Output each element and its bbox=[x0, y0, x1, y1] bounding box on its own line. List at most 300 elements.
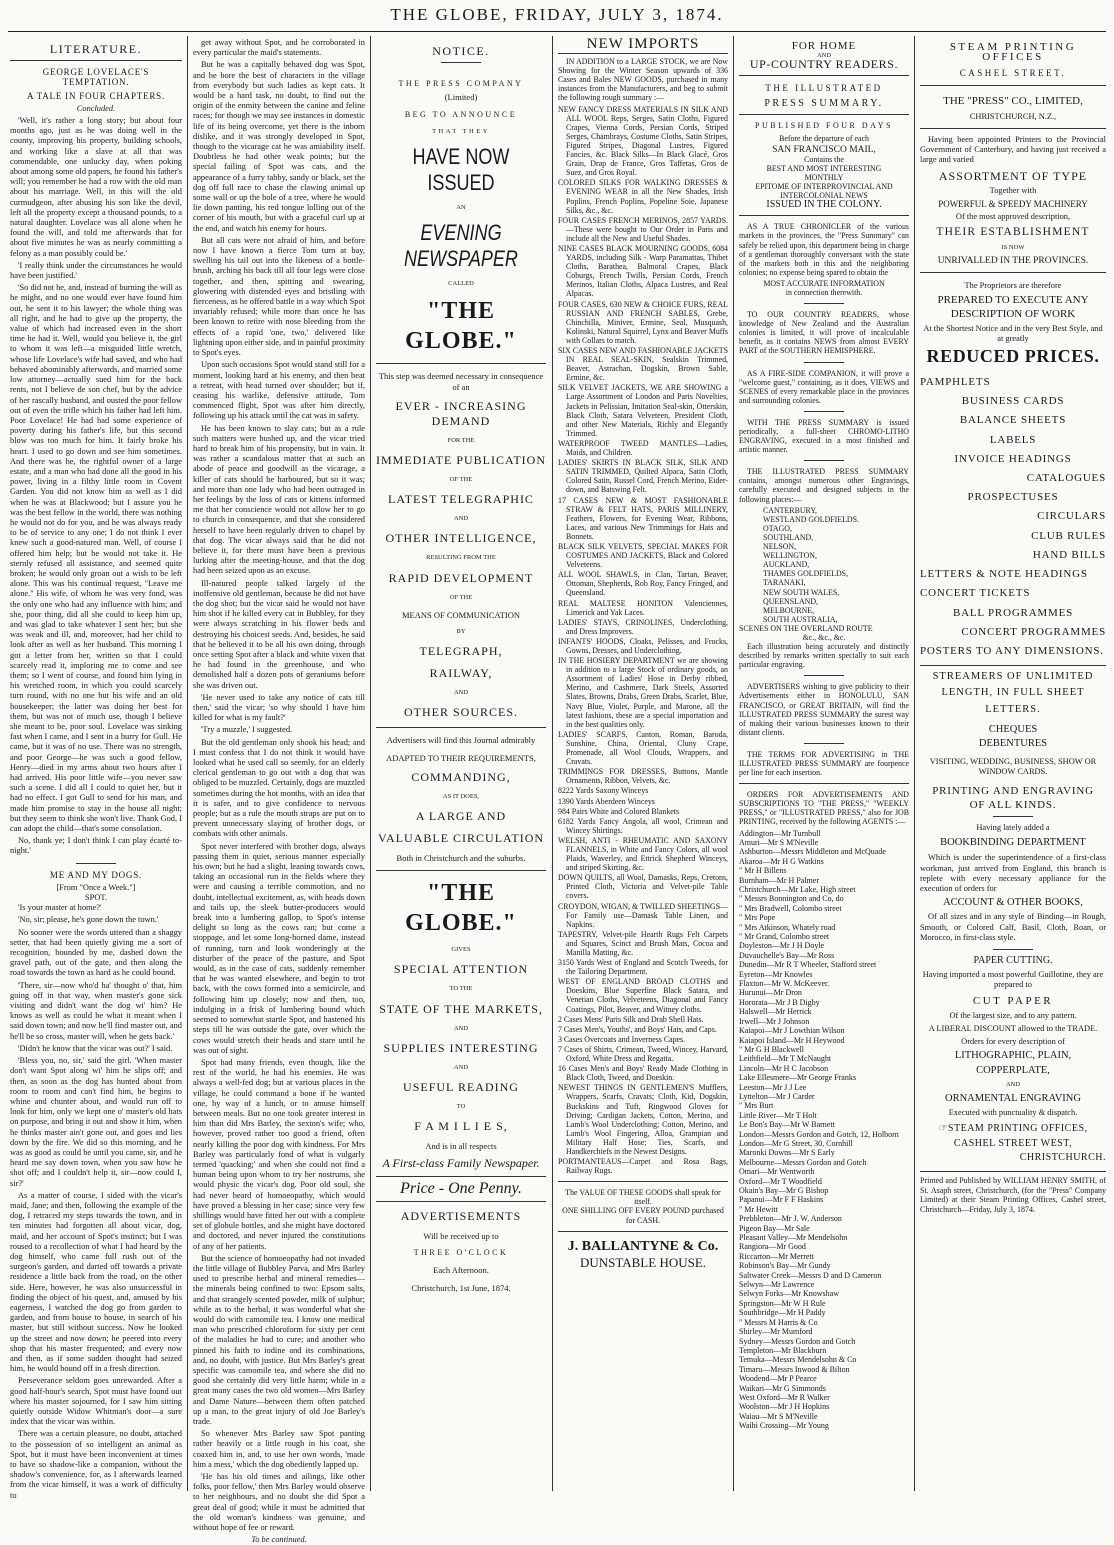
work-item: POSTERS TO ANY DIMENSIONS. bbox=[920, 644, 1104, 657]
agent-item: Little River—Mr T Holt bbox=[739, 1110, 817, 1120]
agent-item: Prebbleton—Mr J. W. Anderson bbox=[739, 1214, 842, 1224]
agent-item: Woodend—Mr P Pearce bbox=[739, 1374, 817, 1384]
import-item: IN THE HOSIERY DEPARTMENT we are showing in addition to a large Stock of ordinary goods, an Assortment of Ladies' Hose in Derby ribbed, Merino, and Cashmere, Dark Steels, Assorted Slates, Browns, Drabs, Green Drabs, Scarlet, Blue, Navy Blue, Violet, Purple, and Marone, all the latest fashions, these are a special importation and in the best qualities only. bbox=[558, 656, 728, 729]
orders-for: Orders for every description of bbox=[961, 1037, 1065, 1047]
press-company-limited: THE "PRESS" CO., LIMITED, bbox=[943, 94, 1083, 107]
reduced-prices: REDUCED PRICES. bbox=[926, 346, 1100, 367]
and: AND bbox=[1005, 1080, 1021, 1088]
place-item: AUCKLAND, bbox=[763, 560, 810, 570]
paragraph: No sooner were the words uttered than a shaggy setter, that had been quietly giving me a sort of recognition, bounded by me, dashed down the gravel path, out of the gate, and then along the road towards the town as hard as he could bound. bbox=[10, 927, 182, 978]
is-now: IS NOW bbox=[1001, 243, 1025, 251]
paragraph: So whenever Mrs Barley saw Spot panting rather heavily or a little rough in his coat, she coaxed him in, and, to use her own words, 'made him a mess,' which the dog obediently lapped up. bbox=[193, 1429, 365, 1469]
agent-item: Leeston—Mr J J Lee bbox=[739, 1082, 807, 1092]
paragraph: THE TERMS FOR ADVERTISING in THE ILLUSTRATED PRESS SUMMARY are fourpence per line for each insertion. bbox=[739, 749, 909, 778]
divider bbox=[739, 783, 909, 784]
to-the: TO THE bbox=[449, 985, 473, 993]
divider bbox=[10, 60, 182, 61]
the-globe-title: "THE GLOBE." bbox=[405, 298, 517, 355]
import-item: INFANTS' HOODS, Cloaks, Pelisses, and Frocks, Gowns, Dresses, and Underclothing. bbox=[558, 636, 728, 655]
divider bbox=[920, 272, 1106, 273]
steam-printing-offices: STEAM PRINTING OFFICES bbox=[949, 41, 1077, 64]
ornamental-engraving: ORNAMENTAL ENGRAVING bbox=[945, 1093, 1081, 1104]
sf-mail: SAN FRANCISCO MAIL, bbox=[772, 144, 876, 155]
firm-name: J. BALLANTYNE & Co. bbox=[567, 1238, 719, 1254]
paragraph: ORDERS FOR ADVERTISEMENTS AND SUBSCRIPTIONS TO "THE PRESS," "WEEKLY PRESS," or "ILLUSTRATED PRESS," also for JOB PRINTING, received by the following AGENTS :— bbox=[739, 790, 909, 827]
supplies-interesting: SUPPLIES INTERESTING bbox=[383, 1040, 539, 1055]
ever-increasing: EVER - INCREASING DEMAND bbox=[395, 398, 527, 428]
story-title: GEORGE LOVELACE'S TEMPTATION. bbox=[42, 67, 150, 88]
work-item: CLUB RULES bbox=[1031, 529, 1106, 542]
paragraph: 'He has his old times and ailings, like other folks, poor fellow,' then Mrs Barley would observe to her neighbours, and no doubt she did Spot a great deal of good; while it must be admitted that the old woman's kindness was genuine, and without hope of fee or reward. bbox=[193, 1472, 365, 1533]
work-item: PROSPECTUSES bbox=[967, 491, 1059, 504]
paragraph: TO OUR COUNTRY READERS, whose knowledge of New Zealand and the Australian colonies is limited, it will prove of incalculable benefit, as it contains NEWS from almost EVERY PART of the SOUTHERN HEMISPHERE. bbox=[739, 310, 909, 356]
section-title: LITERATURE. bbox=[49, 42, 143, 56]
dogs-source: [From "Once a Week."] bbox=[56, 882, 136, 892]
place-item: CANTERBURY, bbox=[763, 505, 818, 515]
agent-item: Sydney—Messrs Gordon and Gotch bbox=[739, 1336, 856, 1346]
agent-item: Lyttelton—Mr J Carder bbox=[739, 1091, 815, 1101]
work-list bbox=[920, 377, 1106, 656]
epitome: EPITOME OF INTERPROVINCIAL AND bbox=[755, 182, 893, 192]
import-item: SIX CASES NEW AND FASHIONABLE JACKETS IN REAL SEAL-SKIN, Sealskin Trimmed, Beaver, Astrachan, Dogskin, Brown Sable, Ermine, &c. bbox=[558, 346, 728, 383]
agent-item: Papanui—Mr F F Haskins bbox=[739, 1195, 824, 1205]
agents-list bbox=[739, 829, 909, 1431]
gives: GIVES bbox=[451, 946, 471, 954]
to: TO bbox=[456, 1103, 466, 1111]
christchurch: CHRISTCHURCH. bbox=[1019, 1151, 1106, 1163]
paragraph: get away without Spot, and he corroborated in every particular the maid's statements. bbox=[193, 38, 365, 58]
paragraph: There was a certain pleasure, no doubt, attached to the possession of so intelligent an animal as Spot, but it must have been inconvenient at times to have so shadow-like a companion, without the shadow's convenience, for, as I afterwards learned from the vicar himself, it was a work of difficulty to bbox=[10, 1429, 182, 1500]
divider bbox=[558, 53, 728, 54]
place-item: THAMES GOLDFIELDS, bbox=[763, 569, 849, 579]
divider bbox=[376, 363, 546, 364]
valuable-circulation: VALUABLE CIRCULATION bbox=[377, 831, 545, 846]
unrivalled: UNRIVALLED IN THE PROVINCES. bbox=[937, 255, 1089, 266]
agent-item: Waiau—Mr S M'Neville bbox=[739, 1411, 818, 1421]
agent-item: " Mr Grand, Colombo street bbox=[739, 932, 830, 942]
divider bbox=[376, 727, 546, 728]
paragraph: Spot never interfered with brother dogs, always passing them in quiet, serious manner especially his own; but he had a slight, leaning towards cows, taking an occasional run in the fields where they were and causing a terrible commotion, and no doubt, intellectual excitement, as, with heads down and tails up, the sleek butter-producers would break into a lumbering gallop, to Spot's intense delight so long as the cows ran; but come a stoppage, and let some long-horned dame, instead of running, turn and look wonderingly at the disturber of the peace of the pasture, and Spot would, as in the case of cats, suddenly remember that he was wanted elsewhere, and begin to trot back, with the cows formed into a semicircle, and following him up closely; now and then, too, indulging in a frisk of lumbering bound which seemed to somewhat startle Spot, and hastened his steps till he was outside the gate, over which the cows would stretch their heads and stare until he was out of sight. bbox=[193, 841, 365, 1055]
proprietors: The Proprietors are therefore bbox=[964, 281, 1062, 291]
agent-item: Hororata—Mr J B Digby bbox=[739, 997, 820, 1007]
divider bbox=[558, 1181, 728, 1182]
story-concluded: Concluded. bbox=[76, 103, 116, 113]
paragraph: Which is under the superintendence of a first-class workman, just arrived from England, this branch is replete with every necessary appliance for the execution of orders for bbox=[920, 853, 1106, 893]
divider bbox=[804, 675, 844, 676]
import-item: CROYDON, WIGAN, & TWILLED SHEETINGS—For Family use—Damask Table Linen, and Napkins. bbox=[558, 901, 728, 929]
punctuality: Executed with punctuality & dispatch. bbox=[948, 1108, 1078, 1118]
and: AND bbox=[453, 1063, 469, 1071]
import-item: TRIMMINGS FOR DRESSES, Buttons, Mantle Ornaments, Ribbon, Velvets, &c. bbox=[558, 767, 728, 786]
agent-item: Lincoln—Mr H C Jacobson bbox=[739, 1063, 829, 1073]
import-item: FOUR CASES, 630 NEW & CHOICE FURS, REAL RUSSIAN AND FRENCH SABLES, Grebe, Chinchilla, Miniver, Ermine, Seal, Musquash, Kolinski, Natural Squirrel, Lynx and Beaver Muffs with Collars to match. bbox=[558, 299, 728, 345]
cheques: CHEQUES bbox=[988, 723, 1038, 735]
prepared-to-execute: PREPARED TO EXECUTE ANY bbox=[937, 294, 1089, 307]
account-books: ACCOUNT & OTHER BOOKS, bbox=[943, 897, 1083, 909]
work-item: BUSINESS CARDS bbox=[961, 395, 1065, 408]
agent-item: " Mrs Bradwell, Colombo street bbox=[739, 903, 842, 913]
steam-offices-footer: ☞STEAM PRINTING OFFICES, bbox=[938, 1123, 1088, 1135]
paragraph: As a matter of course, I sided with the vicar's maid, Jane; and then, following the example of the dog, I retraced my steps towards the town, and in ten minutes had forgotten all about vicar, dog, maid, and her account of Spot's instinct; but I was roused to a recollection of what I had heard by the dog himself, who came full rush out of the surgeon's garden, and darted off towards a private residence a little back from the road, on the other side. Here, however, he was also unsuccessful in finding the object of his quest, and, amused by his eagerness, I watched the dog go from garden to garden, and from house to house, in search of his master, but still without success. Now he looked up the street and now down; he peered into every shop that his master frequented; and every now and then, as if some sudden thought had seized him, he would bound off in a fresh direction. bbox=[10, 1190, 182, 1374]
divider bbox=[804, 411, 844, 412]
largest-size: Of the largest size, and to any pattern. bbox=[949, 1010, 1077, 1020]
import-item: ALL WOOL SHAWLS, in Clan, Tartan, Beaver, Ottoman, Shepherds, Rob Roy, Fancy Fringed, and Queensland. bbox=[558, 570, 728, 598]
copperplate: COPPERPLATE, bbox=[976, 1064, 1050, 1076]
divider bbox=[376, 1176, 546, 1177]
firm-house: DUNSTABLE HOUSE. bbox=[579, 1254, 707, 1270]
work-item: CATALOGUES bbox=[1026, 472, 1106, 485]
agent-item: Selwyn Forks—Mr Knowshaw bbox=[739, 1289, 839, 1299]
places-list bbox=[739, 506, 909, 624]
have-now-issued-text: HAVE NOW ISSUED bbox=[412, 144, 510, 196]
paragraph: Of all sizes and in any style of Binding—in Rough, Smooth, or Colored Calf, Basil, Cloth, Roan, or Morocco, in first-class style. bbox=[920, 912, 1106, 942]
work-item: PAMPHLETS bbox=[920, 376, 991, 389]
most-accurate: MOST ACCURATE INFORMATION bbox=[763, 278, 885, 288]
as-it-does: AS IT DOES, bbox=[442, 792, 480, 800]
before-departure: Before the departure of each bbox=[779, 133, 869, 143]
paragraph: 'Well, it's rather a long story; but about four months ago, just as he was doing well in the county, improving his property, building schools, and working like a slave at all that was commendable, one unlucky day, when poking about among some old papers, he found his father's will; you remember he had a row with the old man about his marriage. Well, in this will the old curmudgeon, after abusing his son like the devil, left all the property except a thousand pounds, to a natural daughter. Lovelace was all alone when he found the will, and told me afterwards that for about five minutes he was as nearly committing a felony as a man possibly could be.' bbox=[10, 116, 182, 258]
work-item: BALANCE SHEETS bbox=[959, 414, 1067, 427]
column-notice bbox=[376, 38, 546, 1490]
import-item: NINE CASES BLACK MOURNING GOODS, 6084 YARDS, including Silk - Warp Paramattas, Thibet Cloths, Barathea, Balmoral Crapes, Black Coburgs, French Twills, Persian Cords, French Merinos, Italian Cloths, Alpaca Lustres, and Real Alpacas. bbox=[558, 243, 728, 299]
step-text: This step was deemed necessary in consequence of an bbox=[378, 371, 544, 392]
paragraph: 'Bless you, no, sir,' said the girl. 'When master don't want Spot along wi' him he slips off; and then, as soon as the dog has hunted about from room to room and can't find him, he begins to whine and chunter about, and would run off to look for him, only we kept one o' master's old hats on purpose, and bring it out and show it him, when he thinks master ain't gone out, and goes and lies down by the fire. We did so this morning, and he was as good as could be until you came, sir, and he heard me say down town, when you saw how he shot off; and I couldn't help it, sir—now could I, sir?' bbox=[10, 1056, 182, 1188]
agent-item: Shirley—Mr Mumford bbox=[739, 1327, 813, 1337]
beg-to-announce: BEG TO ANNOUNCE bbox=[404, 109, 518, 119]
paragraph: WITH THE PRESS SUMMARY is issued periodically, a full-sheet CHROMO-LITHO ENGRAVING, executed in a most finished and artistic manner. bbox=[739, 417, 909, 455]
column-literature bbox=[10, 38, 182, 1500]
of-the: OF THE bbox=[449, 476, 473, 484]
having-added: Having lately added a bbox=[976, 822, 1050, 832]
divider bbox=[993, 816, 1033, 817]
printing-and-engraving: PRINTING AND ENGRAVING bbox=[932, 784, 1094, 797]
their-establishment: THEIR ESTABLISHMENT bbox=[936, 226, 1090, 239]
work-item: CIRCULARS bbox=[1037, 510, 1106, 523]
divider bbox=[376, 1201, 546, 1202]
place-item: SOUTHLAND, bbox=[763, 532, 814, 542]
column-rule bbox=[552, 36, 553, 1491]
useful-reading: USEFUL READING bbox=[403, 1080, 519, 1095]
agent-item: Dunedin—Mr R T Wheeler, Stafford street bbox=[739, 960, 877, 970]
agent-item: Maronki Downs—Mr S Early bbox=[739, 1148, 835, 1158]
families: F A M I L I E S, bbox=[414, 1119, 508, 1134]
resulting: RESULTING FROM THE bbox=[426, 554, 496, 562]
import-item: LADIES' STAYS, CRINOLINES, Underclothing, and Dress Improvers. bbox=[558, 617, 728, 636]
paragraph: No, thank ye; I don't think I can play écarté to-night.' bbox=[10, 836, 182, 856]
import-item: FOUR CASES FRENCH MERINOS, 2857 YARDS.—These were bought to Our Order in Paris and include all the New and Useful Shades. bbox=[558, 215, 728, 243]
advertisers: Advertisers will find this Journal admirably bbox=[386, 735, 536, 746]
letters: LETTERS. bbox=[985, 703, 1041, 715]
to-be-continued: To be continued. bbox=[251, 1535, 307, 1545]
paragraph: AS A FIRE-SIDE COMPANION, it will prove a "welcome guest," containing, as it does, VIEWS and SCENES of every remarkable place in the provinces and surrounding colonies. bbox=[739, 368, 909, 405]
agent-item: Le Bon's Bay—Mr W Barnett bbox=[739, 1120, 835, 1130]
agent-item: " Messrs Bonnington and Co, do bbox=[739, 894, 844, 904]
overland-route: SCENES ON THE OVERLAND ROUTE bbox=[739, 623, 873, 633]
divider bbox=[804, 743, 844, 744]
by: BY bbox=[456, 628, 466, 636]
advertisements: ADVERTISEMENTS bbox=[400, 1208, 522, 1223]
divider bbox=[376, 870, 546, 871]
dateline: Christchurch, 1st June, 1874. bbox=[411, 1282, 511, 1293]
agent-item: Christchurch—Mr Lake, High street bbox=[739, 885, 856, 894]
evening-newspaper bbox=[376, 220, 546, 272]
story-subtitle: A TALE IN FOUR CHAPTERS. bbox=[26, 90, 166, 101]
agent-item: " Mr G H Blackwell bbox=[739, 1044, 805, 1054]
powerful-machinery: POWERFUL & SPEEDY MACHINERY bbox=[938, 199, 1088, 210]
a-large-and: A LARGE AND bbox=[415, 809, 507, 824]
place-item: QUEENSLAND, bbox=[763, 596, 819, 606]
agent-item: Amuri—Mr S M'Neville bbox=[739, 837, 819, 847]
special-attention: SPECIAL ATTENTION bbox=[393, 962, 529, 977]
import-item: NEWEST THINGS IN GENTLEMEN'S Mufflers, Wrappers, Scarfs, Cravats; Cloth, Kid, Dogskin, Buckskins and Tuft, Ringwood Gloves for Driving; Cardigan Jackets, Cotton, Merino, and Lamb's Wool Underclothing; Cotton, Merino, and Lamb's Wool Fingering, Alloa, Grampian and Military Half Hose; Ties, Scarfs, and Handkerchiefs in the Newest Designs. bbox=[558, 1083, 728, 1156]
state-of-markets: STATE OF THE MARKETS, bbox=[379, 1001, 543, 1016]
lithographic: LITHOGRAPHIC, PLAIN, bbox=[954, 1050, 1072, 1062]
telegraph: TELEGRAPH, bbox=[419, 644, 503, 659]
agent-item: Waikari—Mr G Simmonds bbox=[739, 1383, 826, 1393]
agent-item: Oxford—Mr T Woodfield bbox=[739, 1176, 822, 1186]
column-printing-offices bbox=[920, 38, 1106, 1490]
description-of-work: DESCRIPTION OF WORK bbox=[950, 308, 1076, 321]
import-item: DOWN QUILTS, all Wool, Damasks, Reps, Cretons, Printed Cloth, Victoria and Velvet-pile Table covers. bbox=[558, 873, 728, 901]
import-item: PORTMANTEAUS—Carpet and Rosa Bags, Railway Rugs. bbox=[558, 1157, 728, 1176]
limited: (Limited) bbox=[444, 92, 478, 103]
divider bbox=[920, 128, 1106, 129]
called: CALLED bbox=[448, 280, 474, 288]
bookbinding-department: BOOKBINDING DEPARTMENT bbox=[940, 837, 1086, 849]
agent-item: Kaiapoi—Mr J Lowthian Wilson bbox=[739, 1026, 845, 1036]
place-item: NEW SOUTH WALES, bbox=[763, 587, 840, 597]
agent-item: Southbridge—Mr H Paddy bbox=[739, 1308, 826, 1318]
column-press-summary bbox=[739, 38, 909, 1490]
paragraph: 'I really think under the circumstances he would have been justified.' bbox=[10, 260, 182, 281]
assortment-of-type: ASSORTMENT OF TYPE bbox=[938, 168, 1088, 183]
import-item: 2 Cases Mens' Paris Silk and Drab Shell Hats. bbox=[558, 1014, 704, 1024]
length-full-sheet: LENGTH, IN FULL SHEET bbox=[941, 687, 1085, 699]
paragraph: Perseverance seldom goes unrewarded. After a good half-hour's search, Spot must have found out where his master sojourned, for I saw him sitting quietly outside Widow Whitman's door—a sure index that the vicar was within. bbox=[10, 1376, 182, 1427]
agent-item: Timaru—Messrs Inwood & Bilton bbox=[739, 1364, 850, 1374]
place-item: SOUTH AUSTRALIA, bbox=[763, 614, 838, 624]
cut-paper: CUT PAPER bbox=[972, 994, 1054, 1007]
paragraph: 'No, sir; please, he's gone down the town.' bbox=[18, 915, 159, 925]
shortest-notice: At the Shortest Notice and in the very Best Style, and at greatly bbox=[923, 323, 1103, 343]
work-item: HAND BILLS bbox=[1032, 548, 1106, 561]
other-intelligence: OTHER INTELLIGENCE, bbox=[385, 531, 537, 546]
column-rule bbox=[370, 36, 371, 1491]
divider bbox=[993, 949, 1033, 950]
agent-item: West Oxford—Mr R Walker bbox=[739, 1392, 830, 1402]
agent-item: " Mrs Burt bbox=[739, 1101, 774, 1111]
import-item: SILK VELVET JACKETS, WE ARE SHOWING a Large Assortment of London and Paris Novelties, Jackets in Pelissian, Imitation Seal-skin, Otterskin, Black Cloth, Satara Velveteen, President Cloth, and other New Materials, Richly and Elegantly Trimmed. bbox=[558, 383, 728, 438]
etc: &c., &c., &c. bbox=[802, 632, 846, 642]
divider bbox=[920, 85, 1106, 86]
divider bbox=[558, 1231, 728, 1232]
agent-item: Halswell—Mr Herrick bbox=[739, 1007, 812, 1017]
paragraph: 'Is your master at home?' bbox=[18, 903, 102, 913]
divider bbox=[804, 460, 844, 461]
agent-item: London—Mr G Street, 30, Cornhill bbox=[739, 1138, 853, 1148]
imports-list bbox=[558, 105, 728, 1176]
import-item: COLORED SILKS FOR WALKING DRESSES & EVENING WEAR in all the New Shades, Irish Poplins, French Poplins, Popeline Soie, Japanese Silks, &c., &c. bbox=[558, 178, 728, 215]
agent-item: London—Messrs Gordon and Gotch, 12, Holborn bbox=[739, 1129, 899, 1139]
goods-value: The VALUE OF THESE GOODS shall speak for itself. bbox=[565, 1188, 721, 1207]
agent-item: Flaxton—Mr W. McKeever. bbox=[739, 979, 830, 989]
agent-item: " Messrs M Harris & Co bbox=[739, 1317, 818, 1327]
divider bbox=[76, 863, 116, 864]
column-rule bbox=[733, 36, 734, 1491]
place-item: OTAGO, bbox=[763, 523, 792, 533]
agent-item: Robinson's Bay—Mr Gundy bbox=[739, 1261, 831, 1271]
work-item: LETTERS & NOTE HEADINGS bbox=[920, 568, 1088, 581]
import-item: 3150 Yards West of England and Scotch Tweeds, for the Tailoring Department. bbox=[558, 958, 728, 977]
the-globe-title-2: "THE GLOBE." bbox=[405, 880, 517, 937]
issued-in-colony: ISSUED IN THE COLONY. bbox=[766, 199, 882, 211]
latest-telegraphic: LATEST TELEGRAPHIC bbox=[388, 492, 534, 507]
import-item: 7 Cases of Shirts, Crimean, Tweed, Wincey, Harvard, Oxford, White Dress and Regatta. bbox=[558, 1044, 728, 1064]
adapted: ADAPTED TO THEIR REQUIREMENTS, bbox=[386, 752, 536, 763]
agent-item: Templeton—Mr Blackburn bbox=[739, 1345, 827, 1355]
best-most-interesting: BEST AND MOST INTERESTING bbox=[766, 163, 882, 173]
debentures: DEBENTURES bbox=[978, 737, 1048, 749]
paragraph: THE ILLUSTRATED PRESS SUMMARY contains, amongst numerous other Engravings, carefully executed and designed subjects in the following places:— bbox=[739, 467, 909, 504]
agent-item: Akaroa—Mr H G Watkins bbox=[739, 856, 824, 866]
agent-item: Eyreton—Mr Knowles bbox=[739, 969, 813, 979]
and-is: And is in all respects bbox=[425, 1141, 497, 1152]
column-new-imports bbox=[558, 38, 728, 1490]
paragraph: 'He never used to take any notice of cats till then,' said the vicar; 'so why should I have him killed for what is my fault?' bbox=[193, 692, 365, 723]
paragraph: AS A TRUE CHRONICLER of the various markets in the provinces, the "Press Summary" can safely be relied upon, this department being in charge of a gentleman thoroughly conversant with the state of the markets both in this and the neighboring colonies; no expense being spared to obtain the bbox=[739, 222, 909, 277]
work-item: LABELS bbox=[989, 433, 1037, 446]
import-item: BLACK SILK VELVETS, SPECIAL MAKES FOR COSTUMES AND JACKETS, Black and Colored Velveteens. bbox=[558, 541, 728, 570]
column-story-continued bbox=[193, 38, 365, 1545]
paragraph: Spot had many friends, even though, like the rest of the world, he had his enemies. He was always a well-fed dog; but at various places in the village, he could command a bone if he wanted one, by way of a lunch, or to amuse himself between meals. But no one took greater interest in him than did Mrs Barley, the sexton's wife; who, however, proved rather too good a friend, often nearly killing the poor dog with kindness. For Mrs Barley was particularly fond of what is vulgarly termed 'quacking;' and when she could not find a human being upon whom to try her nostrums, she would physic the vicar's dog. Poor old soul, she had never heard of homoeopathy, which would have proved a blessing in her case; since very few shillings would have fitted her out with a complete set of globule bottles, and she might have doctored and doctored, and never injured the constitutions of any of her patients. bbox=[193, 1057, 365, 1251]
streamers: STREAMERS OF UNLIMITED bbox=[932, 671, 1094, 683]
place-item: TARANAKI, bbox=[763, 578, 806, 588]
rapid-development: RAPID DEVELOPMENT bbox=[388, 570, 534, 585]
agent-item: Hurunui—Mr Dron bbox=[739, 988, 802, 998]
import-item: 16 Cases Men's and Boys' Ready Made Clothing in Black Cloth, Tweed, and Doeskin. bbox=[558, 1064, 728, 1083]
first-class-newspaper: A First-class Family Newspaper. bbox=[382, 1156, 540, 1171]
agent-item: Rangiora—Mr Good bbox=[739, 1242, 806, 1252]
agent-item: Melbourne—Messrs Gordon and Gotch bbox=[739, 1157, 867, 1167]
cashel-street-west: CASHEL STREET WEST, bbox=[953, 1137, 1073, 1149]
and: AND bbox=[453, 1024, 469, 1032]
dogs-title: ME AND MY DOGS. bbox=[49, 869, 143, 880]
paragraph: But the science of homoeopathy had not invaded the little village of Bubbley Parva, and Mrs Barley used to prescribe herbal and mineral remedies—the minerals being confined to two: Epsom salts, and that strangely scented powder, milk of sulphur; while as to the herbal, it was wonderful what she would do with camomile tea. I know one medical man who prescribed chloroform for sixty per cent of the maladies he had to cure; and another who pinned his faith to iodine and its combinations, and, no doubt, with justice. But Mrs Barley's great specific was camomile tea, and where she did no good she certainly did very little harm; while in a great many cases the two old women—Mrs Barley and Dame Nature—between them often patched up a man, to the great injury of old Joe Barley's trade. bbox=[193, 1253, 365, 1427]
paragraph: ADVERTISERS wishing to give publicity to their Advertisements either in HONOLULU, SAN FRANCISCO, or GREAT BRITAIN, will find the ILLUSTRATED PRESS SUMMARY the surest way of making their various businesses known to their distant clients. bbox=[739, 682, 909, 737]
import-item: 8222 Yards Saxony Winceys bbox=[558, 786, 649, 796]
agent-item: Woolston—Mr J H Hopkins bbox=[739, 1402, 830, 1412]
published-four-days: PUBLISHED FOUR DAYS bbox=[755, 121, 893, 131]
place-item: WELLINGTON, bbox=[763, 551, 817, 561]
imports-intro: IN ADDITION to a LARGE STOCK, we are Now Showing for the Winter Season upwards of 336 Cases and Bales NEW GOODS, purchased in many instances from the Manufacturers, and beg to submit the following rough summary :— bbox=[558, 57, 728, 103]
import-item: TAPESTRY, Velvet-pile Hearth Rugs Felt Carpets and Squares, Scinct and Brush Mats, Cocoa and Manilla Matting, &c. bbox=[558, 929, 728, 957]
an: AN bbox=[456, 204, 466, 212]
agent-item: Pigeon Bay—Mr Sale bbox=[739, 1223, 810, 1233]
place-item: WESTLAND GOLDFIELDS. bbox=[763, 514, 859, 524]
work-item: INVOICE HEADINGS bbox=[954, 452, 1072, 465]
imprint: Printed and Published by WILLIAM HENRY SMITH, of St. Asaph street, Christchurch, (for the "Press" Company Limited) at their Steam Printing Offices, Cashel street, Christchurch—Friday, July 3, 1874. bbox=[920, 1171, 1106, 1214]
paragraph: But the old gentleman only shook his head; and I must confess that I do not think it would have looked what he used call so seemly, for an elderly clerical gentleman to go out with a dog that was obliged to be muzzled. Certainly, dogs are muzzled sometimes during the hot months, with an idea that it is safer, and to give confidence to nervous people; but as a rule the mouth straps are put on to prevent unnecessary slaying of brother dogs, or combats with other animals. bbox=[193, 737, 365, 839]
agent-item: " Mr H Billens bbox=[739, 866, 787, 876]
guillotine: Having imported a most powerful Guillotine, they are prepared to bbox=[922, 970, 1104, 990]
import-item: WELSH, ANTI - RHEUMATIC AND SAXONY FLANNELS, in White and Fancy Colors, all wool Plaids, Waverley, and Ettrick Shepherd Winceys, and striped Skirting, &c. bbox=[558, 835, 728, 873]
paragraph: Ill-natured people talked largely of the inoffensive old gentleman, because he did not have the dog shot; but the vicar said he would not have him shot if he killed every cat in Bubbley, for they were always scratching in his flower beds and destroying his choicest seeds. And, besides, he said that he believed it to be all his own doing, through once setting Spot after a black and white vixen that he had found in the greenhouse, and who demolished half a dozen pots of geraniums before she was driven out. bbox=[193, 578, 365, 690]
evening-newspaper-text: EVENING NEWSPAPER bbox=[404, 220, 518, 272]
press-company: THE PRESS COMPANY bbox=[398, 79, 524, 89]
agent-item: Irwell—Mr J Johnson bbox=[739, 1016, 810, 1026]
most-approved: Of the most approved description, bbox=[955, 212, 1071, 222]
railway: RAILWAY, bbox=[429, 666, 493, 681]
divider bbox=[804, 362, 844, 363]
christchurch-nz: CHRISTCHURCH, N.Z., bbox=[969, 111, 1057, 121]
paragraph: 'There, sir—now who'd ha' thought o' that, him going off in that way, when master's gone sick visiting and didn't want the dog wi' him? He knows as well as could be what it meant when I said down town; and now he'll find master out, and he'll be so cross, master will, when he gets back.' bbox=[10, 980, 182, 1041]
work-item: CONCERT PROGRAMMES bbox=[961, 625, 1106, 638]
the-illustrated: THE ILLUSTRATED bbox=[765, 83, 883, 94]
that-they: THAT THEY bbox=[432, 127, 490, 135]
for-home: FOR HOME bbox=[791, 40, 857, 52]
import-item: WEST OF ENGLAND BROAD CLOTHS and Doeskins, Blue Superfine Black Satara, and Venetian Cloths, Velveteens, Diagonal and Fancy Coatings, Pilot, Beaver, and Witney cloths. bbox=[558, 977, 728, 1014]
agent-item: " Mrs Atkinson, Whately road bbox=[739, 922, 836, 932]
agent-item: Omari—Mr Wentworth bbox=[739, 1167, 815, 1177]
in-connection: in connection therewith. bbox=[785, 287, 863, 297]
price: Price - One Penny. bbox=[400, 1179, 522, 1197]
paragraph: Having been appointed Printers to the Provincial Government of Canterbury, and having just received a large and varied bbox=[920, 135, 1106, 165]
contains-the: Contains the bbox=[804, 154, 844, 164]
import-item: 984 Pairs White and Colored Blankets bbox=[558, 806, 680, 816]
paragraph: Upon such occasions Spot would stand still for a moment, looking hard at his enemy, and then beat a retreat, with head turned over shoulder; but if, ceasing his warlike, defensive attitude, Tom commenced flight, Spot was after him directly, following up his attack until the cat was in safety. bbox=[193, 360, 365, 421]
agent-item: Doyleston—Mr J H Doyle bbox=[739, 941, 825, 951]
liberal-discount: A LIBERAL DISCOUNT allowed to the TRADE. bbox=[928, 1023, 1098, 1033]
agent-item: Kaiapoi Island—Mr H Heywood bbox=[739, 1035, 845, 1045]
will-be-received: Will be received up to bbox=[423, 1230, 499, 1241]
agent-item: Duvauchelle's Bay—Mr Ross bbox=[739, 950, 835, 960]
and: AND bbox=[453, 689, 469, 697]
agent-item: Burnham—Mr H Palmer bbox=[739, 875, 819, 885]
each-afternoon: Each Afternoon. bbox=[433, 1265, 489, 1276]
notice-title: NOTICE. bbox=[432, 44, 490, 58]
import-item: 1390 Yards Aberdeen Winceys bbox=[558, 796, 655, 806]
divider bbox=[920, 665, 1106, 666]
press-summary-title: PRESS SUMMARY. bbox=[764, 98, 884, 110]
agent-item: " Mr Hewitt bbox=[739, 1204, 778, 1214]
intercolonial: INTERCOLONIAL NEWS bbox=[780, 191, 868, 201]
divider bbox=[739, 75, 909, 76]
paragraph: 'So did not he, and, instead of burning the will as he might, and no one would ever have found him out, he sent it to his lawyer; the whole thing was all right, and he had to give up the property, the value of which had increased even in the short time he had it. Well, would you believe it, the girl to whom it was left—a misguided little wretch, whose life Lovelace's wife had saved, and who had behaved abominably afterwards, and married some low attorney—actually sued him for the back rents, not I believe de son chef, but by the advice of her rascally husband, and ousted the poor fellow out of even the trifle which his father had left him. Poor Lovelace! He had had some experience of poverty during his father's life, but this second blow was too much for him. It fairly broke his heart. I used to go down and see him sometimes. And there was he, the rightful owner of a large estate, and a man who had done all the good in his power, living in a filthy little room in Covent Garden. You did not know him as well as I did when he was at Blackwood; but I assure you he was the best fellow in the world, there was nothing he would not do for you, and he was always ready to be of service to any one; I do not think I ever knew such a good-natured man. Well, of course I offered him help; but he would not take it. He sternly refused all assistance, and seemed quite broken; he would only groan out a wish to be left alone. This was his continual request, "Leave me alone." His wife, of whom he was very fond, was the only one who had any influence with him; and she, poor thing, did all she could to keep him up, and was glad to take whatever I sent her; but she was weak and ill, and, moreover, had her child to look after as well as her husband. This morning I got a letter from her, written so that I could scarcely read it, imploring me to come and see them; so I went of course, and found him lying in his wretched room, in which you could scarcely turn round, with no one but his wife and an old housekeeper; the latter was doing her best for them, but was not of much use, though I believe she meant to be, poor soul. Lovelace was sinking fast when I came, and I sent in a hurry for Gull. He came, but it was of no use. There was no strength, and poor George—he was such a good fellow, Henry—died in my arms about two hours after I had arrived. His poor little wife—you never saw such a scene. I did all I could to quiet her, but it had no effect. I got Gull to send for his man, and made him promise to stay in the house all night; but they seem to think she won't live. Thank God, I can adopt the child—that's some consolation. bbox=[10, 283, 182, 834]
paragraph: 'Didn't he know that the vicar was out?' I said. bbox=[18, 1043, 173, 1053]
paper-cutting: PAPER CUTTING. bbox=[973, 954, 1053, 966]
agent-item: Riccarton—Mr Merrett bbox=[739, 1251, 814, 1261]
agent-item: Lake Ellesmere—Mr George Franks bbox=[739, 1073, 856, 1083]
import-item: 17 CASES NEW & MOST FASHIONABLE STRAW & FELT HATS, PARIS MILLINERY, Feathers, Flowers, for Evening Wear, Ribbons, Laces, and various New Trimmings for Hats and Bonnets. bbox=[558, 495, 728, 541]
agent-item: Pleasant Valley—Mr Mendelsohn bbox=[739, 1233, 848, 1243]
column-rule bbox=[914, 36, 915, 1491]
import-item: WATERPROOF TWEED MANTLES—Ladies, Maids, and Children. bbox=[558, 438, 728, 458]
of-all-kinds: OF ALL KINDS. bbox=[969, 798, 1057, 811]
cashel-street: CASHEL STREET. bbox=[959, 68, 1067, 79]
import-item: 3 Cases Overcoats and Inverness Capes. bbox=[558, 1034, 686, 1044]
place-item: NELSON, bbox=[763, 542, 797, 552]
dogs-subtitle: SPOT. bbox=[85, 893, 107, 903]
work-item: BALL PROGRAMMES bbox=[952, 606, 1074, 619]
import-item: NEW FANCY DRESS MATERIALS IN SILK AND ALL WOOL Reps, Serges, Satin Cloths, Figured Crapes, Vienna Cords, Persian Cords, Striped Serges, Chambrays, Costume Cloths, Satin Stripes, Figured Stripes, Diagonal Lustres, Figured Fancies, &c. Black Silks—In Black Glacé, Gros Grain, Drap de France, Gros Taffetas, Gros de Suez, and Gros Royal. bbox=[558, 104, 728, 178]
cash-discount: ONE SHILLING OFF EVERY POUND purchased for CASH. bbox=[562, 1206, 724, 1225]
immediate-publication: IMMEDIATE PUBLICATION bbox=[376, 453, 546, 468]
place-item: MELBOURNE, bbox=[763, 605, 815, 615]
divider bbox=[739, 114, 909, 115]
paragraph: He has been known to slay cats; but as a rule such matters were hushed up, and the vicar tried hard to break him of his propensity, but in vain. It was rather a scandalous matter that at such an abode of peace and goodwill as the vicarage, a killer of cats should be harboured, but so it was; and more than one lady who had been outraged in her feelings by the loss of cats or kittens informed me that her conscience would not allow her to go to church in consequence, and that she considered herself to have been regularly driven to chapel by that dog. The vicar always said that he did not believe it, for there must have been a previous lurking after the meeting-house, and that the dog had been seized upon as an excuse. bbox=[193, 423, 365, 576]
agent-item: Springston—Mr W H Rule bbox=[739, 1298, 826, 1308]
divider bbox=[804, 303, 844, 304]
